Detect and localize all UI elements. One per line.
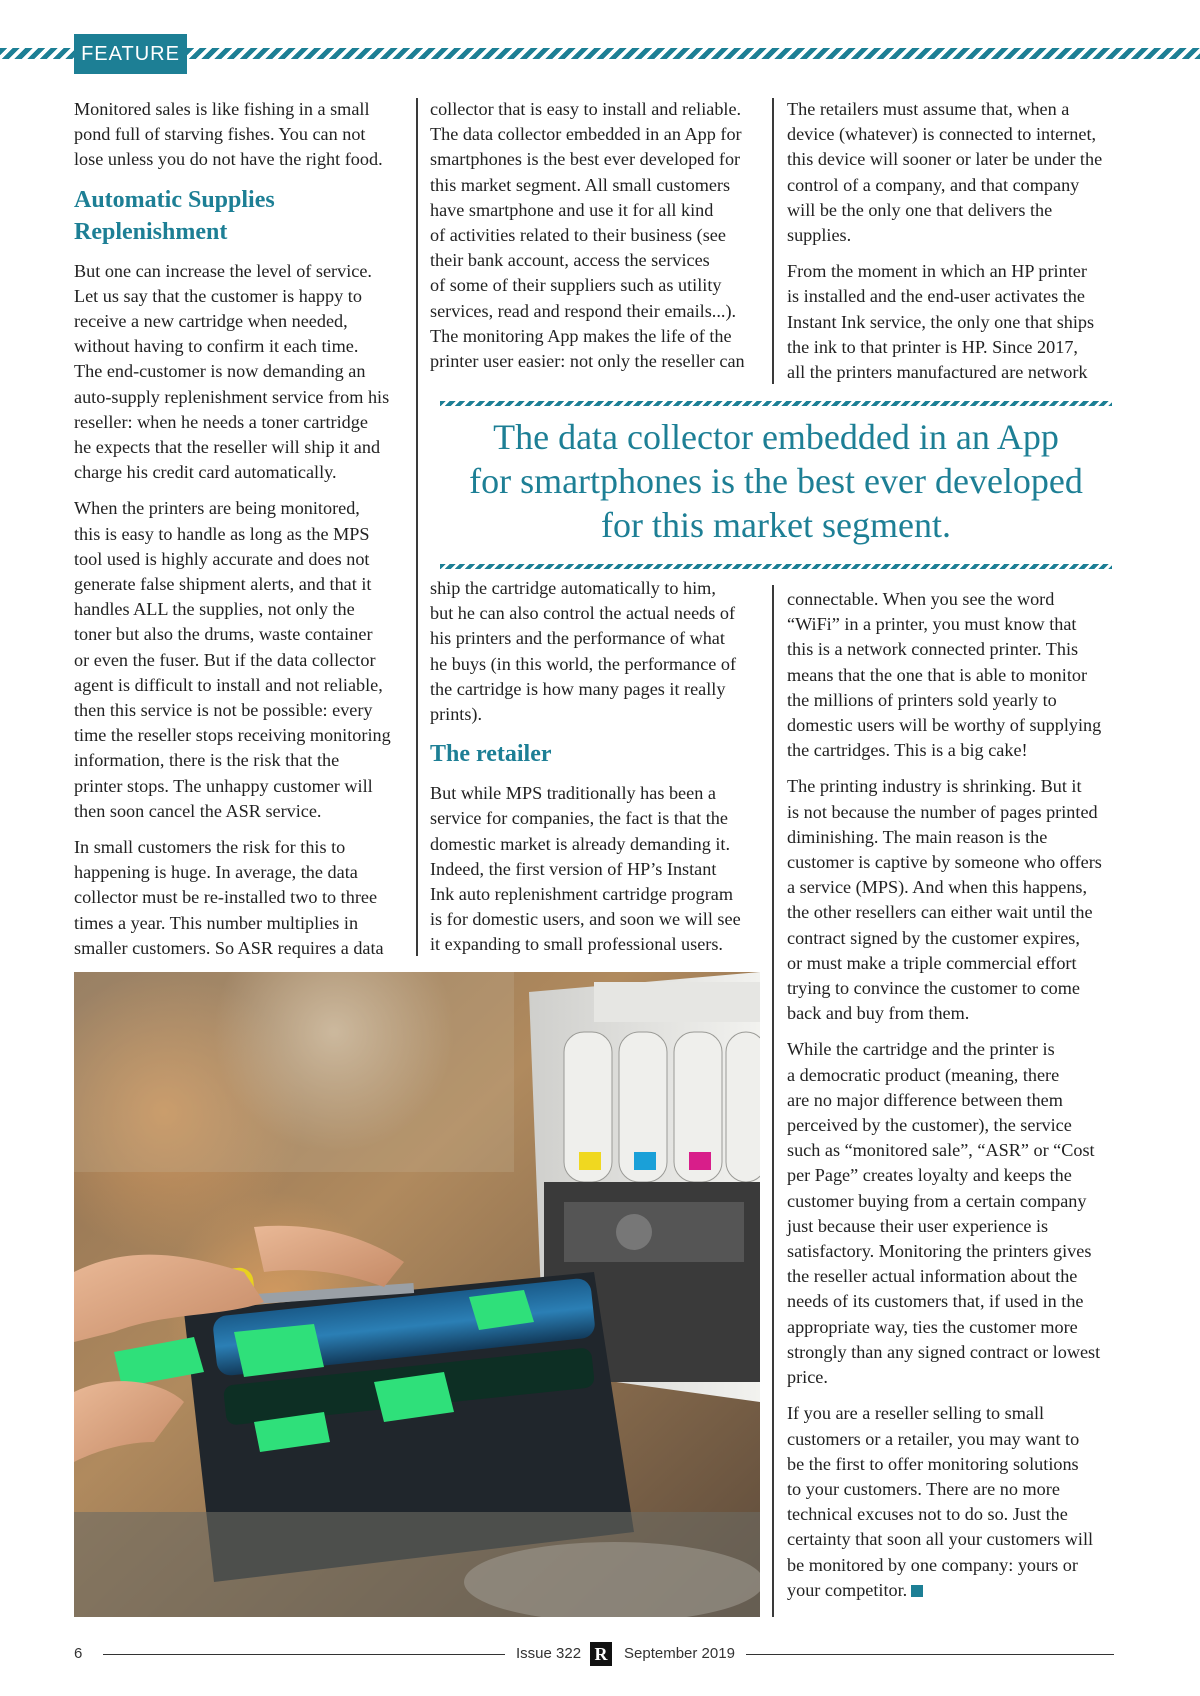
text-line: the reseller actual information about the — [787, 1266, 1078, 1287]
text-line: tool used is highly accurate and does not — [74, 548, 370, 569]
pull-quote — [440, 415, 1112, 547]
text-line: to your customers. There are no more — [787, 1478, 1060, 1499]
text-line: information, there is the risk that the — [74, 750, 340, 771]
printer-repair-illustration — [74, 972, 760, 1617]
text-line: he buys (in this world, the performance of — [430, 653, 737, 674]
text-line: trying to convince the customer to come — [787, 978, 1080, 999]
section-heading — [74, 184, 409, 248]
column-right-top — [787, 97, 1122, 396]
text-line: a service (MPS). And when this happens, — [787, 877, 1088, 898]
article-end-mark — [911, 1585, 923, 1597]
text-line: or must make a triple commercial effort — [787, 952, 1077, 973]
text-line: domestic users will be worthy of supplying — [787, 715, 1102, 736]
text-line: or even the fuser. But if the data collector — [74, 649, 376, 670]
text-line: control of a company, and that company — [787, 174, 1080, 195]
text-line: of some of their suppliers such as utility — [430, 275, 722, 296]
text-line: the cartridge is how many pages it really — [430, 678, 726, 699]
text-line: customer buying from a certain company — [787, 1190, 1087, 1211]
column-right-bottom — [787, 587, 1122, 1614]
text-line: printer user easier: not only the reseller can — [430, 351, 745, 372]
paragraph — [787, 97, 1122, 248]
text-line: reseller: when he needs a toner cartridge — [74, 411, 368, 432]
text-line: technical excuses not to do so. Just the — [787, 1504, 1068, 1525]
section-heading: The retailer — [430, 741, 552, 768]
text-line: receive a new cartridge when needed, — [74, 311, 348, 332]
text-line: collector must be re-installed two to three — [74, 887, 378, 908]
text-line: then this service is not be possible: every — [74, 700, 373, 721]
paragraph — [74, 835, 409, 961]
text-line: collector that is easy to install and reliable. — [430, 99, 742, 119]
footer-rule-left — [103, 1654, 505, 1655]
text-line: customers or a retailer, you may want to — [787, 1428, 1080, 1449]
text-line: this is a network connected printer. This — [787, 639, 1079, 660]
text-line: “WiFi” in a printer, you must know that — [787, 614, 1077, 635]
paragraph — [74, 496, 409, 824]
paragraph — [74, 259, 409, 486]
column-middle-top — [430, 97, 765, 385]
text-line: time the reseller stops receiving monitoring — [74, 725, 391, 746]
column-divider — [772, 585, 774, 1617]
section-label: FEATURE — [74, 34, 187, 74]
text-line: Let us say that the customer is happy to — [74, 285, 362, 306]
text-line: of activities related to their business (see — [430, 225, 726, 246]
text-line: charge his credit card automatically. — [74, 462, 337, 483]
column-middle-bottom — [430, 576, 765, 969]
issue-number: Issue 322 — [516, 1645, 582, 1662]
text-line: But while MPS traditionally has been a — [430, 783, 716, 804]
text-line: happening is huge. In average, the data — [74, 862, 358, 883]
paragraph — [430, 576, 765, 727]
text-line: Replenishment — [74, 218, 228, 245]
text-line: the millions of printers sold yearly to — [787, 689, 1057, 710]
text-line: price. — [787, 1367, 828, 1388]
text-line: this device will sooner or later be under the — [787, 149, 1103, 170]
column-divider — [416, 98, 418, 956]
text-line: device (whatever) is connected to internet, — [787, 124, 1097, 145]
text-line: lose unless you do not have the right food. — [74, 149, 383, 170]
text-line: If you are a reseller selling to small — [787, 1403, 1045, 1424]
text-line: he expects that the reseller will ship it and — [74, 437, 381, 458]
issue-date: September 2019 — [624, 1645, 735, 1662]
paragraph — [787, 1037, 1122, 1390]
text-line: the cartridges. This is a big cake! — [787, 740, 1028, 761]
text-line: it expanding to small professional users. — [430, 934, 723, 955]
text-line: a democratic product (meaning, there — [787, 1064, 1060, 1085]
text-line: Ink auto replenishment cartridge program — [430, 884, 734, 905]
text-line: smartphones is the best ever developed for — [430, 149, 741, 170]
text-line: The data collector embedded in an App for — [430, 124, 742, 145]
text-line: is for domestic users, and soon we will see — [430, 909, 741, 930]
text-line: The end-customer is now demanding an — [74, 361, 366, 382]
text-line: prints). — [430, 704, 483, 725]
paragraph — [430, 97, 765, 374]
text-line: Monitored sales is like fishing in a small — [74, 99, 370, 119]
text-line: pond full of starving fishes. You can not — [74, 124, 366, 145]
pull-quote-rule-bottom — [440, 564, 1112, 569]
text-line: toner but also the drums, waste container — [74, 624, 373, 645]
text-line: service for companies, the fact is that the — [430, 808, 728, 829]
text-line: contract signed by the customer expires, — [787, 927, 1080, 948]
text-line: appropriate way, ties the customer more — [787, 1316, 1078, 1337]
text-line: this market segment. All small customers — [430, 174, 731, 195]
text-line: but he can also control the actual needs of — [430, 603, 736, 624]
paragraph — [430, 781, 765, 957]
text-line: The retailers must assume that, when a — [787, 99, 1070, 119]
paragraph — [787, 259, 1122, 385]
text-line: just because their user experience is — [787, 1215, 1049, 1236]
text-line: But one can increase the level of service. — [74, 260, 372, 281]
printer-repair-photo — [74, 972, 760, 1617]
paragraph — [74, 97, 409, 173]
text-line: perceived by the customer), the service — [787, 1115, 1072, 1136]
text-line: The printing industry is shrinking. But it — [787, 776, 1082, 797]
text-line: his printers and the performance of what — [430, 628, 725, 649]
text-line: In small customers the risk for this to — [74, 837, 346, 858]
text-line: The data collector embedded in an App — [493, 417, 1059, 457]
text-line: the other resellers can either wait until the — [787, 902, 1093, 923]
text-line: auto-supply replenishment service from his — [74, 386, 390, 407]
column-left — [74, 97, 409, 972]
text-line: all the printers manufactured are network — [787, 362, 1088, 383]
text-line: needs of its customers that, if used in the — [787, 1291, 1084, 1312]
text-line: is not because the number of pages printed — [787, 801, 1098, 822]
text-line: smaller customers. So ASR requires a data — [74, 937, 384, 958]
text-line: then soon cancel the ASR service. — [74, 800, 322, 821]
pull-quote-rule-top — [440, 401, 1112, 406]
header-hatch-band-left — [0, 48, 74, 59]
paragraph — [787, 774, 1122, 1026]
text-line: without having to confirm it each time. — [74, 336, 359, 357]
text-line: means that the one that is able to monitor — [787, 664, 1088, 685]
text-line: be the first to offer monitoring solutions — [787, 1453, 1079, 1474]
text-line: domestic market is already demanding it. — [430, 833, 731, 854]
text-line: per Page” creates loyalty and keeps the — [787, 1165, 1072, 1186]
text-line: this is easy to handle as long as the MPS — [74, 523, 370, 544]
text-line: strongly than any signed contract or lowest — [787, 1341, 1101, 1362]
text-line: are no major difference between them — [787, 1089, 1063, 1110]
text-line: for smartphones is the best ever developed — [469, 461, 1083, 501]
text-line: printer stops. The unhappy customer will — [74, 775, 373, 796]
text-line: certainty that soon all your customers will — [787, 1529, 1094, 1550]
column-divider — [772, 98, 774, 384]
text-line: Instant Ink service, the only one that ships — [787, 311, 1095, 332]
text-line: handles ALL the supplies, not only the — [74, 599, 355, 620]
text-line: supplies. — [787, 225, 852, 246]
text-line: for this market segment. — [601, 505, 951, 545]
text-line: diminishing. The main reason is the — [787, 826, 1048, 847]
paragraph — [787, 1401, 1122, 1603]
magazine-logo: R — [590, 1642, 612, 1666]
text-line: satisfactory. Monitoring the printers gives — [787, 1241, 1092, 1262]
text-line: When the printers are being monitored, — [74, 498, 360, 519]
page-number: 6 — [74, 1645, 83, 1662]
text-line: The monitoring App makes the life of the — [430, 325, 732, 346]
text-line: be monitored by one company: yours or — [787, 1554, 1078, 1575]
text-line: will be the only one that delivers the — [787, 199, 1053, 220]
text-line: While the cartridge and the printer is — [787, 1039, 1055, 1060]
text-line: is installed and the end-user activates the — [787, 286, 1085, 307]
text-line: back and buy from them. — [787, 1003, 970, 1024]
text-line: From the moment in which an HP printer — [787, 261, 1087, 282]
header-hatch-band-right — [187, 48, 1200, 59]
text-line: Automatic Supplies — [74, 186, 275, 213]
text-line: times a year. This number multiplies in — [74, 912, 359, 933]
text-line: have smartphone and use it for all kind — [430, 199, 714, 220]
text-line: customer is captive by someone who offers — [787, 852, 1102, 873]
text-line: ship the cartridge automatically to him, — [430, 578, 716, 598]
text-line: generate false shipment alerts, and that it — [74, 574, 372, 595]
text-line: Indeed, the first version of HP’s Instant — [430, 858, 717, 879]
paragraph — [787, 587, 1122, 763]
text-line: services, read and respond their emails...). — [430, 300, 737, 321]
text-line: such as “monitored sale”, “ASR” or “Cost — [787, 1140, 1095, 1161]
text-line: agent is difficult to install and not reliable, — [74, 674, 383, 695]
text-line: their bank account, access the services — [430, 250, 710, 271]
text-line: connectable. When you see the word — [787, 589, 1055, 609]
footer-rule-right — [746, 1654, 1114, 1655]
text-line: your competitor. — [787, 1579, 908, 1600]
text-line: the ink to that printer is HP. Since 2017, — [787, 336, 1078, 357]
